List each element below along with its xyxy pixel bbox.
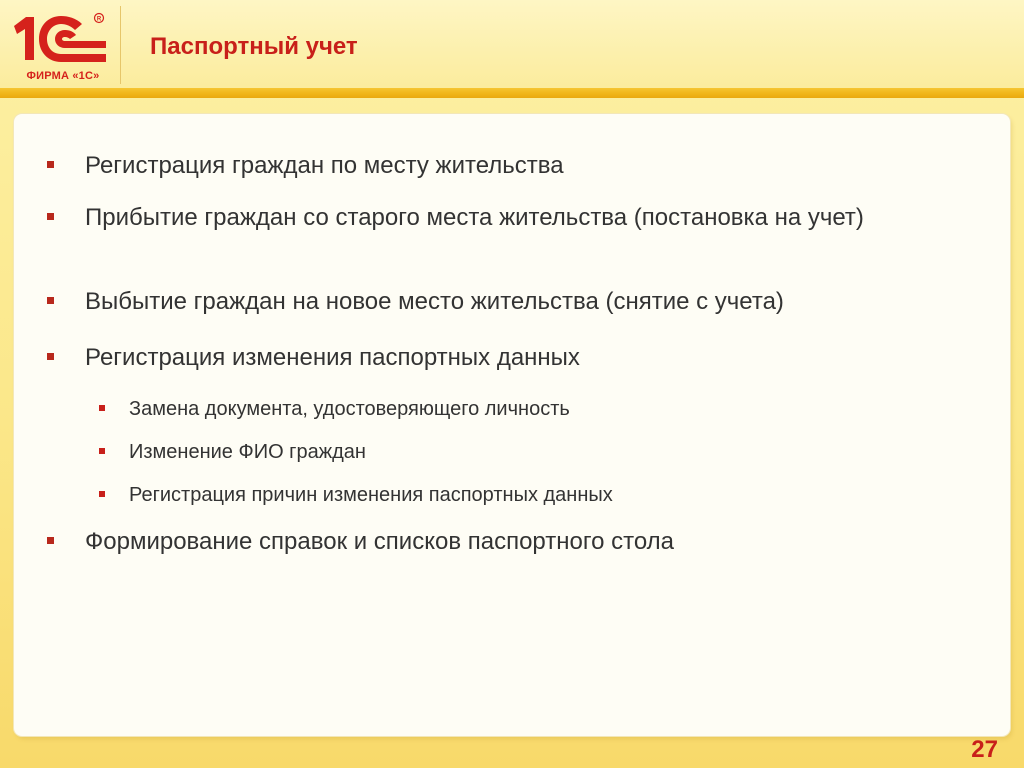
- list-item-text: Прибытие граждан со старого места жительства (постановка на учет): [85, 204, 864, 231]
- company-logo: [8, 8, 113, 84]
- bullet-icon: [47, 297, 54, 304]
- header: [0, 0, 1024, 88]
- logo-divider: [120, 6, 121, 84]
- header-rule: [0, 88, 1024, 98]
- list-item-text: Выбытие граждан на новое место жительства (снятие с учета): [85, 288, 784, 315]
- sub-list-item-text: Изменение ФИО граждан: [129, 441, 366, 463]
- list-item-text: Формирование справок и списков паспортного стола: [85, 528, 674, 555]
- bullet-icon: [47, 353, 54, 360]
- bullet-icon: [47, 537, 54, 544]
- svg-text:R: R: [96, 16, 102, 23]
- sub-bullet-icon: [99, 491, 105, 497]
- logo-1c-icon: [8, 8, 113, 68]
- bullet-icon: [47, 161, 54, 168]
- logo-caption: ФИРМА «1С»: [26, 70, 100, 82]
- list-item-text: Регистрация изменения паспортных данных: [85, 344, 580, 371]
- bullet-icon: [47, 213, 54, 220]
- slide-title: Паспортный учет: [150, 33, 358, 60]
- content-panel: [14, 114, 1010, 736]
- sub-bullet-icon: [99, 405, 105, 411]
- sub-list-item-text: Замена документа, удостоверяющего личность: [129, 398, 570, 420]
- page-number: 27: [971, 736, 998, 763]
- sub-bullet-icon: [99, 448, 105, 454]
- sub-list-item-text: Регистрация причин изменения паспортных данных: [129, 484, 613, 506]
- list-item-text: Регистрация граждан по месту жительства: [85, 152, 564, 179]
